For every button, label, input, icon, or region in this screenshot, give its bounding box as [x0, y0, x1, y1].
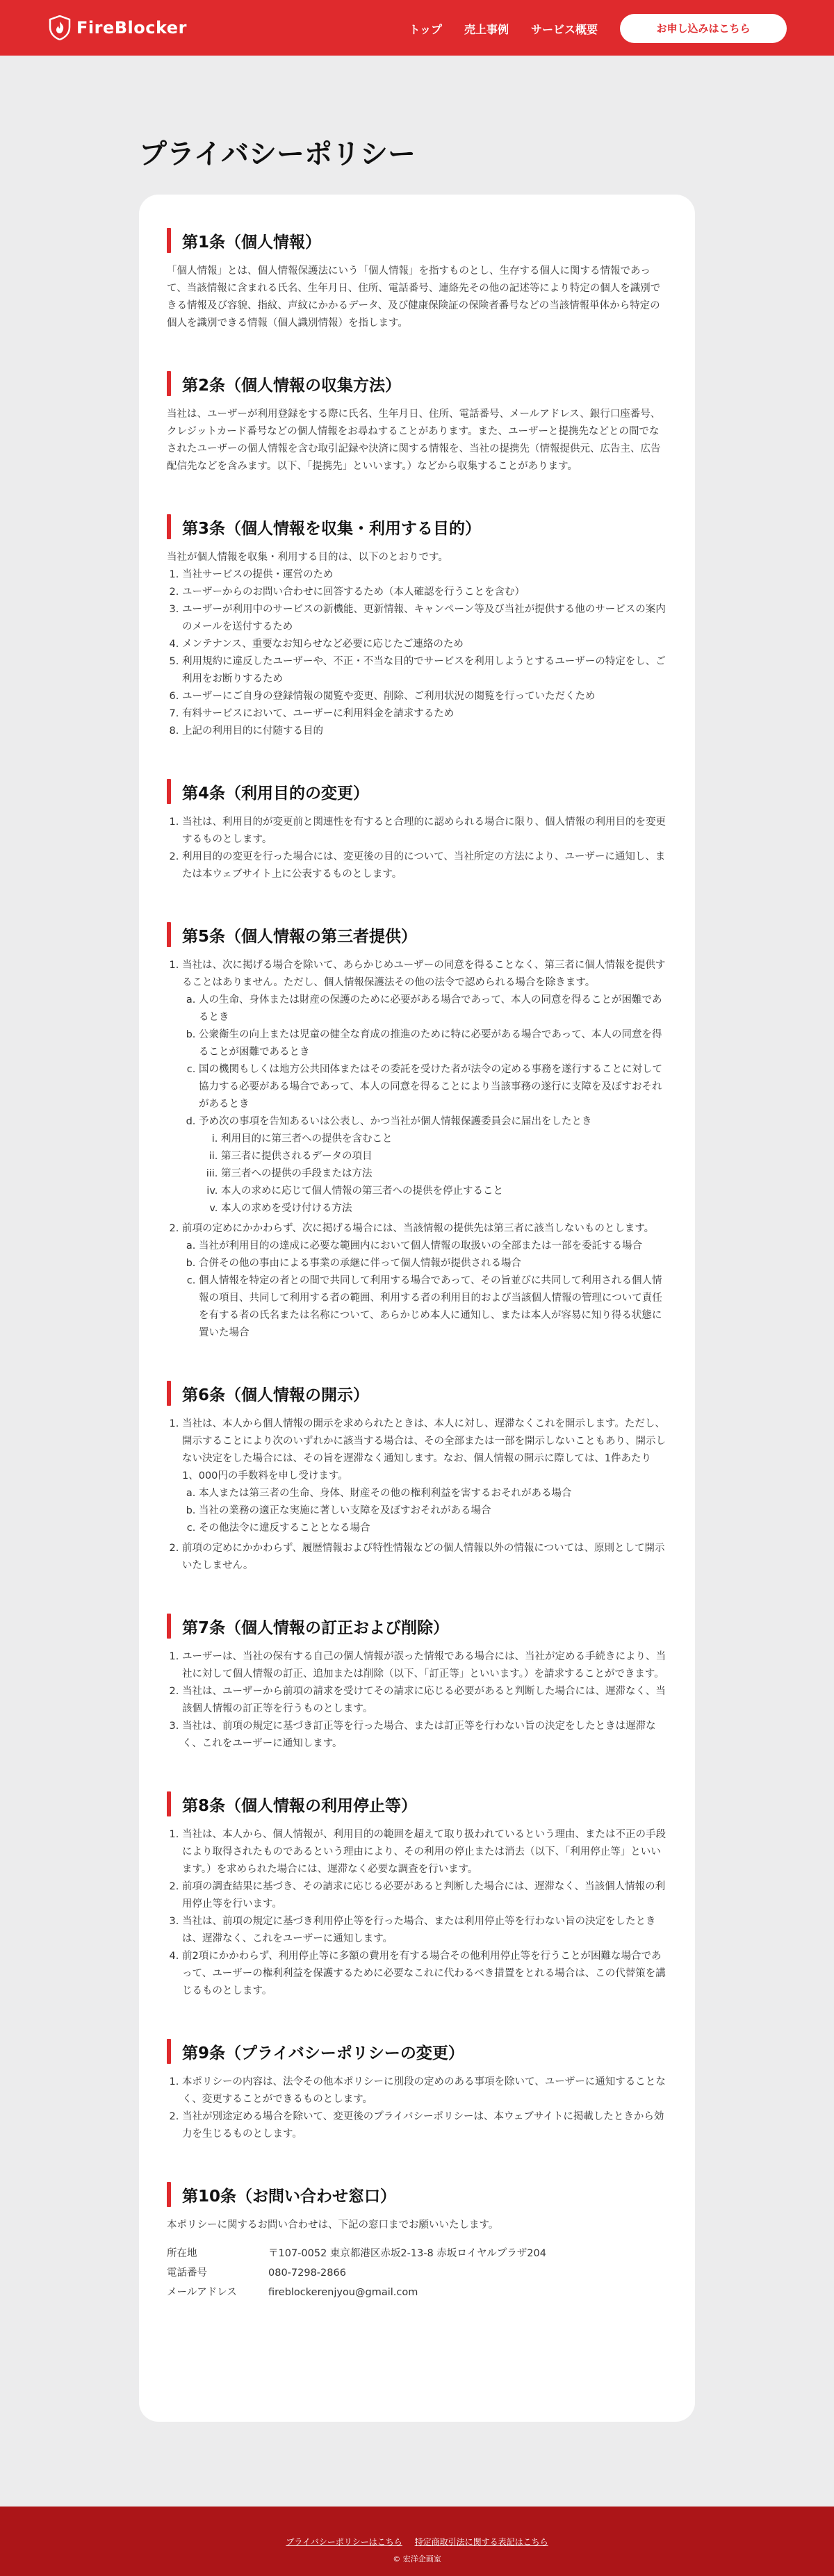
contact-email: fireblockerenjyou@gmail.com — [268, 2287, 418, 2298]
list-item: 2. 前項の調査結果に基づき、その請求に応じる必要があると判断した場合には、遅滞なく、当該個人情報の利用停止等を行います。 — [182, 1878, 667, 1913]
footer-privacy-link[interactable]: プライバシーポリシーはこちら — [286, 2537, 402, 2547]
list-item: 1. ユーザーは、当社の保有する自己の個人情報が誤った情報である場合には、当社が定める手続きにより、当社に対して個人情報の訂正、追加または削除（以下、「訂正等」といいます。）を請求することができます。 — [182, 1648, 667, 1683]
list-item: 4. 前2項にかかわらず、利用停止等に多額の費用を有する場合その他利用停止等を行うことが困難な場合であって、ユーザーの権利利益を保護するために必要なこれに代わるべき措置をとれる場合は、この代替策を講じるものとします。 — [182, 1948, 667, 2000]
section-6 — [167, 1381, 667, 1575]
section-9-title: 第9条（プライバシーポリシーの変更） — [182, 2044, 464, 2062]
section-title — [167, 1381, 667, 1406]
footer-links — [0, 2507, 834, 2548]
list-item — [182, 1220, 667, 1342]
section-title — [167, 514, 667, 539]
list-item: 5. 利用規約に違反したユーザーや、不正・不当な目的でサービスを利用しようとするユーザーの特定をし、ご利用をお断りするため — [182, 653, 667, 688]
contact-email-row — [167, 2283, 667, 2302]
section-1 — [167, 228, 667, 332]
policy-card — [139, 195, 695, 2422]
section-8-title: 第8条（個人情報の利用停止等） — [182, 1796, 418, 1815]
brand-logo[interactable] — [49, 15, 187, 40]
sub-list-item: c. 個人情報を特定の者との間で共同して利用する場合であって、その旨並びに共同して利用される個人情報の項目、共同して利用する者の範囲、利用する者の利用目的および当該個人情報の管理について責任を有する者の氏名または名称について、あらかじめ本人に通知し、または本人が容易に知り得る状態に置いた場合 — [199, 1272, 667, 1342]
sub-list-item-text: 予め次の事項を告知あるいは公表し、かつ当社が個人情報保護委員会に届出をしたとき — [199, 1116, 592, 1127]
section-title — [167, 2039, 667, 2064]
contact-phone-row — [167, 2263, 667, 2283]
section-title — [167, 371, 667, 396]
title-accent-bar — [167, 371, 171, 396]
title-accent-bar — [167, 2039, 171, 2064]
section-3-list — [167, 566, 667, 740]
section-title — [167, 1791, 667, 1816]
section-4-title: 第4条（利用目的の変更） — [182, 784, 370, 803]
title-accent-bar — [167, 1791, 171, 1816]
list-item — [182, 1416, 667, 1537]
sub-list-item: c. その他法令に違反することとなる場合 — [199, 1520, 667, 1537]
list-item: 7. 有料サービスにおいて、ユーザーに利用料金を請求するため — [182, 705, 667, 723]
list-item: 3. 当社は、前項の規定に基づき訂正等を行った場合、または訂正等を行わない旨の決定をしたときは遅滞なく、これをユーザーに通知します。 — [182, 1718, 667, 1753]
site-footer — [0, 2507, 834, 2576]
title-accent-bar — [167, 514, 171, 539]
title-accent-bar — [167, 228, 171, 253]
list-item: 2. ユーザーからのお問い合わせに回答するため（本人確認を行うことを含む） — [182, 584, 667, 601]
section-7 — [167, 1614, 667, 1753]
list-item-text: 前項の定めにかかわらず、次に掲げる場合には、当該情報の提供先は第三者に該当しないものとします。 — [182, 1223, 655, 1234]
list-item: 2. 当社は、ユーザーから前項の請求を受けてその請求に応じる必要があると判断した場合には、遅滞なく、当該個人情報の訂正等を行うものとします。 — [182, 1683, 667, 1718]
section-title — [167, 779, 667, 804]
footer-tokushoho-link[interactable]: 特定商取引法に関する表記はこちら — [414, 2537, 548, 2547]
list-item-text: 当社は、本人から個人情報の開示を求められたときは、本人に対し、遅滞なくこれを開示します。ただし、開示することにより次のいずれかに該当する場合は、その全部または一部を開示しないこともあり、開示しない決定をした場合には、その旨を遅滞なく通知します。なお、個人情報の開示に際しては、1件あたり1、000円の手数料を申し受けます。 — [182, 1418, 666, 1482]
list-item — [182, 957, 667, 1217]
contact-label: 所在地 — [167, 2248, 197, 2259]
list-item: 1. 当社は、本人から、個人情報が、利用目的の範囲を超えて取り扱われているという理由、または不正の手段により取得されたものであるという理由により、その利用の停止または消去（以下、「利用停止等」といいます。）を求められた場合には、遅滞なく必要な調査を行います。 — [182, 1826, 667, 1878]
sub-list — [182, 992, 667, 1217]
section-7-title: 第7条（個人情報の訂正および削除） — [182, 1618, 450, 1637]
sub-list-item: a. 本人または第三者の生命、身体、財産その他の権利利益を害するおそれがある場合 — [199, 1485, 667, 1502]
sub-sub-list-item: iv. 本人の求めに応じて個人情報の第三者への提供を停止すること — [221, 1183, 667, 1200]
list-item: 1. 当社サービスの提供・運営のため — [182, 566, 667, 584]
brand-name: FireBlocker — [76, 18, 187, 38]
contact-value: 〒107-0052 東京都港区赤坂2-13-8 赤坂ロイヤルプラザ204 — [268, 2248, 546, 2259]
site-header — [0, 0, 834, 56]
sub-list-item: b. 公衆衛生の向上または児童の健全な育成の推進のために特に必要がある場合であって、本人の同意を得ることが困難であるとき — [199, 1026, 667, 1061]
nav-top[interactable]: トップ — [409, 22, 442, 36]
title-accent-bar — [167, 779, 171, 804]
nav-cases[interactable]: 売上事例 — [464, 22, 509, 36]
list-item: 2. 前項の定めにかかわらず、履歴情報および特性情報などの個人情報以外の情報については、原則として開示いたしません。 — [182, 1540, 667, 1575]
section-title — [167, 1614, 667, 1639]
section-3-title: 第3条（個人情報を収集・利用する目的） — [182, 519, 482, 538]
section-3 — [167, 514, 667, 740]
list-item: 2. 当社が別途定める場合を除いて、変更後のプライバシーポリシーは、本ウェブサイトに掲載したときから効力を生じるものとします。 — [182, 2108, 667, 2143]
section-10 — [167, 2182, 667, 2302]
sub-sub-list — [199, 1131, 667, 1217]
sub-sub-list-item: ii. 第三者に提供されるデータの項目 — [221, 1148, 667, 1165]
section-1-title: 第1条（個人情報） — [182, 233, 322, 252]
title-accent-bar — [167, 1381, 171, 1406]
sub-list-item: b. 当社の業務の適正な実施に著しい支障を及ぼすおそれがある場合 — [199, 1502, 667, 1520]
contact-address-row — [167, 2244, 667, 2263]
list-item: 4. メンテナンス、重要なお知らせなど必要に応じたご連絡のため — [182, 636, 667, 653]
list-item: 8. 上記の利用目的に付随する目的 — [182, 723, 667, 740]
sub-list-item: a. 人の生命、身体または財産の保護のために必要がある場合であって、本人の同意を得ることが困難であるとき — [199, 992, 667, 1026]
section-6-title: 第6条（個人情報の開示） — [182, 1386, 370, 1404]
section-6-list — [167, 1416, 667, 1575]
apply-button[interactable]: お申し込みはこちら — [620, 14, 787, 43]
section-3-intro: 当社が個人情報を収集・利用する目的は、以下のとおりです。 — [167, 552, 448, 563]
section-5-title: 第5条（個人情報の第三者提供） — [182, 927, 418, 946]
section-1-body: 「個人情報」とは、個人情報保護法にいう「個人情報」を指すものとし、生存する個人に関する情報であって、当該情報に含まれる氏名、生年月日、住所、電話番号、連絡先その他の記述等により特定の個人を識別できる情報及び容貌、指紋、声紋にかかるデータ、及び健康保険証の保険者番号などの当該情報単体から特定の個人を識別できる情報（個人識別情報）を指します。 — [167, 265, 661, 329]
section-8 — [167, 1791, 667, 2000]
page-title: プライバシーポリシー — [139, 138, 416, 170]
section-7-list — [167, 1648, 667, 1753]
main-nav — [409, 14, 787, 43]
contact-label: 電話番号 — [167, 2267, 207, 2279]
sub-list-item: a. 当社が利用目的の達成に必要な範囲内において個人情報の取扱いの全部または一部を委託する場合 — [199, 1238, 667, 1255]
section-5-list — [167, 957, 667, 1342]
title-accent-bar — [167, 2182, 171, 2207]
list-item-text: 当社は、次に掲げる場合を除いて、あらかじめユーザーの同意を得ることなく、第三者に個人情報を提供することはありません。ただし、個人情報保護法その他の法令で認められる場合を除きます。 — [182, 960, 666, 988]
sub-list-item: c. 国の機関もしくは地方公共団体またはその委託を受けた者が法令の定める事務を遂行することに対して協力する必要がある場合であって、本人の同意を得ることにより当該事務の遂行に支障を及ぼすおそれがあるとき — [199, 1061, 667, 1113]
section-2-title: 第2条（個人情報の収集方法） — [182, 376, 402, 395]
section-10-title: 第10条（お問い合わせ窓口） — [182, 2187, 397, 2206]
section-2-body: 当社は、ユーザーが利用登録をする際に氏名、生年月日、住所、電話番号、メールアドレス、銀行口座番号、クレジットカード番号などの個人情報をお尋ねすることがあります。また、ユーザーと提携先などとの間でなされたユーザーの個人情報を含む取引記録や決済に関する情報を、当社の提携先（情報提供元、広告主、広告配信先などを含みます。以下、「提携先」といいます。）などから収集することがあります。 — [167, 409, 661, 472]
shield-flame-icon — [49, 15, 71, 40]
sub-sub-list-item: iii. 第三者への提供の手段または方法 — [221, 1165, 667, 1183]
sub-list-item — [199, 1113, 667, 1217]
section-10-intro: 本ポリシーに関するお問い合わせは、下記の窓口までお願いいたします。 — [167, 2220, 499, 2231]
sub-list-item: b. 合併その他の事由による事業の承継に伴って個人情報が提供される場合 — [199, 1255, 667, 1272]
sub-list — [182, 1238, 667, 1342]
section-4-list — [167, 814, 667, 883]
list-item: 3. 当社は、前項の規定に基づき利用停止等を行った場合、または利用停止等を行わない旨の決定をしたときは、遅滞なく、これをユーザーに通知します。 — [182, 1913, 667, 1948]
section-title — [167, 922, 667, 947]
contact-label: メールアドレス — [167, 2287, 237, 2298]
sub-list — [182, 1485, 667, 1537]
list-item: 1. 当社は、利用目的が変更前と関連性を有すると合理的に認められる場合に限り、個人情報の利用目的を変更するものとします。 — [182, 814, 667, 848]
contact-value: 080-7298-2866 — [268, 2267, 346, 2279]
section-5 — [167, 922, 667, 1342]
sub-sub-list-item: i. 利用目的に第三者への提供を含むこと — [221, 1131, 667, 1148]
section-title — [167, 2182, 667, 2207]
nav-service[interactable]: サービス概要 — [530, 22, 598, 36]
copyright: © 宏洋企画室 — [393, 2554, 441, 2563]
title-accent-bar — [167, 922, 171, 947]
section-9 — [167, 2039, 667, 2143]
list-item: 6. ユーザーにご自身の登録情報の閲覧や変更、削除、ご利用状況の閲覧を行っていただくため — [182, 688, 667, 705]
title-accent-bar — [167, 1614, 171, 1639]
section-4 — [167, 779, 667, 883]
list-item: 1. 本ポリシーの内容は、法令その他本ポリシーに別段の定めのある事項を除いて、ユーザーに通知することなく、変更することができるものとします。 — [182, 2074, 667, 2108]
section-2 — [167, 371, 667, 475]
list-item: 3. ユーザーが利用中のサービスの新機能、更新情報、キャンペーン等及び当社が提供する他のサービスの案内のメールを送付するため — [182, 601, 667, 636]
section-title — [167, 228, 667, 253]
section-8-list — [167, 1826, 667, 2000]
section-9-list — [167, 2074, 667, 2143]
list-item: 2. 利用目的の変更を行った場合には、変更後の目的について、当社所定の方法により、ユーザーに通知し、または本ウェブサイト上に公表するものとします。 — [182, 848, 667, 883]
sub-sub-list-item: v. 本人の求めを受け付ける方法 — [221, 1200, 667, 1217]
